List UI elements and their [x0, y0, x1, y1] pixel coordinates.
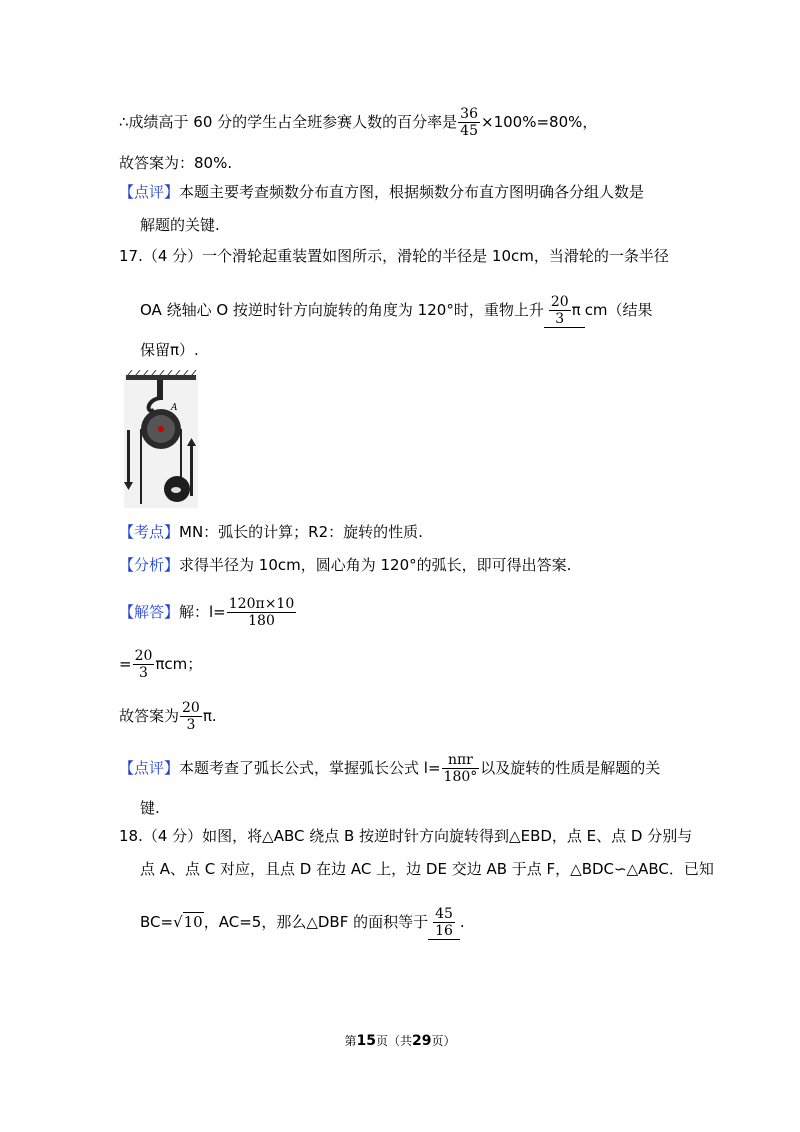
review-tag: 【点评】 [119, 759, 180, 777]
q18-answer-blank [428, 906, 460, 940]
sqrt-10: √10 [173, 913, 203, 931]
fraction-den: 45 [460, 123, 478, 139]
answer-fraction [180, 700, 202, 733]
fraction-num: nπr [442, 752, 480, 769]
jieda-tag: 【解答】 [119, 603, 180, 621]
fraction-den: 3 [555, 311, 565, 327]
footer-mid: 页（共 [375, 1034, 412, 1048]
fraction-den: 3 [186, 717, 196, 733]
point-a-label: A [171, 403, 178, 413]
q17-jieda [119, 596, 297, 629]
fraction-den: 16 [435, 923, 453, 939]
q17-line1: 17.（4 分）一个滑轮起重装置如图所示，滑轮的半径是 10cm，当滑轮的一条半径 [119, 247, 669, 265]
q17-line3: 保留π）. [140, 341, 199, 359]
answer-prefix: 故答案为 [119, 707, 180, 725]
q18-line3-text: ，AC=5，那么△DBF 的面积等于 [203, 913, 429, 931]
pulley-figure [124, 370, 198, 508]
kaodian-tag: 【考点】 [119, 523, 180, 541]
q17-kaodian [119, 522, 423, 542]
weight-highlight [171, 487, 181, 493]
jieda-fraction [227, 596, 296, 629]
q18-period: . [459, 913, 465, 931]
current-page: 15 [356, 1033, 376, 1049]
fraction-36-45 [458, 106, 480, 139]
fraction-num: 45 [435, 906, 453, 922]
fenxi-text: 求得半径为 10cm，圆心角为 120°的弧长，即可得出答案. [179, 556, 572, 574]
review-prefix: 本题考查了弧长公式，掌握弧长公式 l= [179, 759, 441, 777]
q17-step2 [119, 648, 202, 681]
percent-text: ∴成绩高于 60 分的学生占全班参赛人数的百分率是 [119, 113, 458, 131]
sqrt-radicand: 10 [183, 913, 203, 931]
review-suffix: 以及旋转的性质是解题的关 [480, 759, 661, 777]
review-16 [119, 182, 644, 202]
pi-symbol: π [571, 301, 581, 319]
equals-sign: = [119, 655, 132, 673]
q17-answer-fraction [549, 294, 571, 327]
fraction-num: 20 [550, 294, 569, 310]
q18-answer-fraction [433, 906, 455, 939]
step2-fraction [133, 648, 155, 681]
fraction-num: 120π×10 [228, 596, 295, 612]
total-pages: 29 [412, 1033, 432, 1049]
answer-80: 故答案为：80%. [119, 154, 233, 172]
jieda-prefix: 解：l= [179, 603, 226, 621]
q17-line2 [140, 294, 653, 328]
bc-equals: BC= [140, 913, 174, 931]
q18-line2: 点 A、点 C 对应，且点 D 在边 AC 上，边 DE 交边 AB 于点 F，△BDC∽△ABC．已知 [140, 860, 714, 878]
q18-line3 [140, 906, 465, 940]
q18-line1: 18.（4 分）如图，将△ABC 绕点 B 按逆时针方向旋转得到△EBD，点 E、点 D 分别与 [119, 827, 693, 845]
fraction-num: 20 [182, 700, 200, 716]
q17-fenxi [119, 555, 571, 575]
page-footer [0, 1032, 800, 1049]
q17-line2-suffix: cm（结果 [584, 301, 653, 319]
fraction-num: 36 [460, 106, 478, 122]
q17-review [119, 752, 660, 785]
kaodian-text: MN：弧长的计算；R2：旋转的性质. [179, 523, 423, 541]
step2-suffix: πcm； [155, 655, 203, 673]
footer-pre: 第 [344, 1034, 357, 1048]
q17-line2-text: OA 绕轴心 O 按逆时针方向旋转的角度为 120°时，重物上升 [140, 301, 544, 319]
q17-answer-blank [544, 294, 585, 328]
pulley-axle [158, 426, 164, 432]
footer-post: 页） [431, 1034, 456, 1048]
q17-answer [119, 700, 217, 733]
review-16-line2: 解题的关键. [140, 216, 220, 234]
review-text: 本题主要考查频数分布直方图，根据频数分布直方图明确各分组人数是 [179, 183, 645, 201]
fenxi-tag: 【分析】 [119, 556, 180, 574]
fraction-den: 180° [443, 769, 478, 785]
arrow-right-shaft [190, 446, 193, 496]
fraction-den: 180 [248, 613, 275, 629]
percent-suffix: ×100%=80%， [481, 113, 598, 131]
percent-line [119, 106, 597, 139]
answer-suffix: π. [202, 707, 217, 725]
review-tag: 【点评】 [119, 183, 180, 201]
fraction-num: 20 [134, 648, 153, 664]
arrow-left-shaft [127, 430, 130, 482]
ceiling-beam [126, 375, 196, 380]
review-fraction [442, 752, 480, 785]
q17-review-line2: 键. [140, 799, 160, 817]
fraction-den: 3 [139, 665, 148, 681]
